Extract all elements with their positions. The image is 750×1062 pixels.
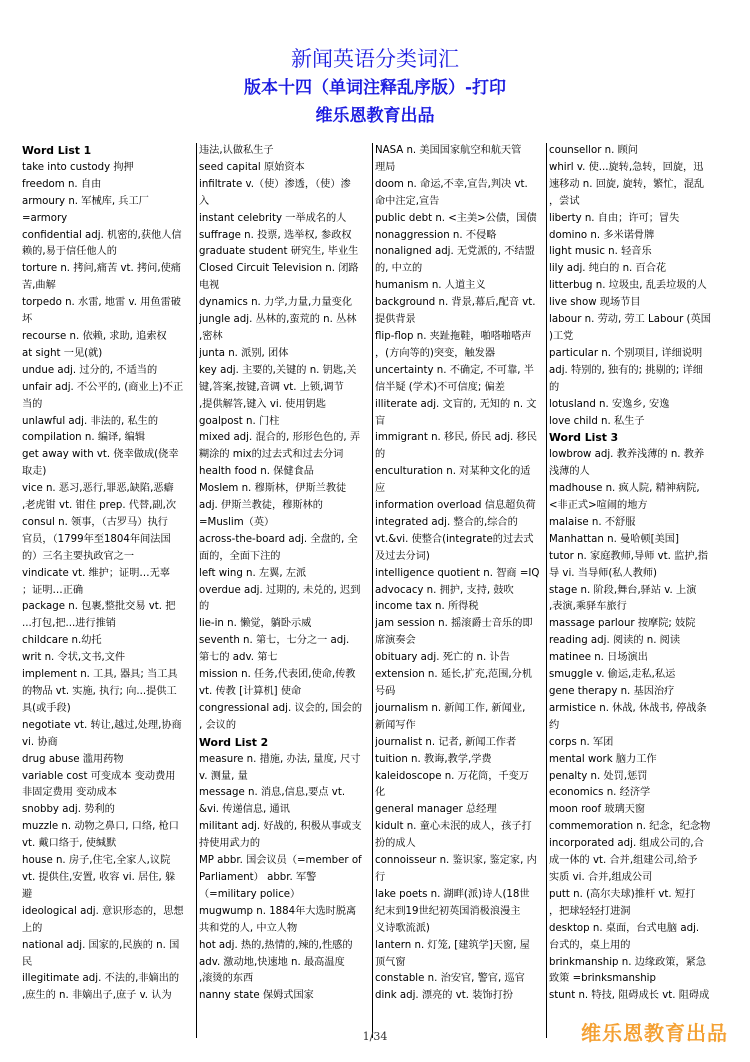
vocab-line: 化	[375, 787, 386, 799]
vocab-line: ，尝试	[549, 195, 580, 207]
vocab-line: graduate student 研究生, 毕业生	[199, 246, 359, 258]
vocab-line: 避	[22, 888, 33, 900]
vocab-line: adj. 伊斯兰教徒，穆斯林的	[199, 500, 323, 512]
vocab-line: kidult n. 童心未泯的成人，孩子打	[375, 821, 532, 833]
vocab-line: ，把球轻轻打进洞	[549, 905, 631, 917]
vocab-line: 共和党的人, 中立人物	[199, 922, 298, 934]
vocab-line: 信半疑 (学术)不可信度; 偏差	[375, 381, 505, 393]
vocab-line: adj. 特别的, 独有的; 挑剔的; 详细	[549, 364, 703, 376]
vocab-line: lotusland n. 安逸乡, 安逸	[549, 398, 670, 410]
vocab-line: 的）三名主要执政官之一	[22, 550, 135, 562]
vocab-line: flip-flop n. 夹趾拖鞋，啪嗒啪嗒声	[375, 330, 532, 342]
vocab-line: )工党	[549, 330, 574, 342]
vocab-line: incorporated adj. 组成公司的,合	[549, 838, 704, 850]
vocab-line: live show 现场节目	[549, 297, 641, 309]
vocab-line: 持使用武力的	[199, 838, 261, 850]
vocab-line: ,表演,乘驿车旅行	[549, 601, 627, 613]
vocab-line: suffrage n. 投票, 选举权, 参政权	[199, 229, 352, 241]
vocab-line: compilation n. 编译, 编辑	[22, 432, 146, 444]
word-list-heading: Word List 1	[22, 144, 92, 157]
vocab-line: writ n. 令状,文书,文件	[22, 652, 126, 664]
vocab-line: house n. 房子,住宅,全家人,议院	[22, 855, 171, 867]
vocab-line: =armory	[22, 212, 68, 224]
publisher-line: 维乐恩教育出品	[315, 106, 435, 126]
vocab-line: desktop n. 桌面，台式电脑 adj.	[549, 922, 700, 934]
document-subtitle: 版本十四（单词注释乱序版）-打印	[243, 78, 507, 98]
vocab-line: measure n. 措施, 办法, 量度, 尺寸	[199, 753, 361, 765]
vocab-line: drug abuse 滥用药物	[22, 753, 124, 765]
vocab-line: 致策 =brinksmanship	[549, 973, 656, 985]
vocab-line: 扮的成人	[375, 838, 416, 850]
vocab-line: Closed Circuit Television n. 闭路	[199, 263, 359, 275]
vocab-line: vt.&vi. 使整合(integrate的过去式	[375, 533, 534, 545]
document-header	[0, 44, 750, 130]
vocab-line: 苦,曲解	[22, 280, 56, 292]
vocab-line: 民	[22, 956, 33, 968]
vocab-line: ...打包,把...进行推销	[22, 618, 116, 630]
vocab-line: v. 测量, 量	[199, 770, 248, 782]
vocab-line: 具(或手段)	[22, 702, 71, 714]
vocab-line: Parliament） abbr. 军警	[199, 871, 317, 883]
vocab-line: domino n. 多米诺骨牌	[549, 229, 655, 241]
vocab-line: =Muslim（英）	[199, 516, 275, 528]
vocab-line: lie-in n. 懒觉，躺卧示威	[199, 618, 312, 630]
vocab-line: message n. 消息,信息,要点 vt.	[199, 787, 346, 799]
vocab-line: 的	[549, 381, 560, 393]
vocab-line: litterbug n. 垃圾虫, 乱丢垃圾的人	[549, 280, 707, 292]
column-divider	[546, 143, 547, 1038]
vocab-line: negotiate vt. 转让,越过,处理,协商	[22, 719, 182, 731]
vocab-line: recourse n. 依赖, 求助, 追索权	[22, 330, 167, 342]
vocab-line: goalpost n. 门柱	[199, 415, 280, 427]
vocab-line: income tax n. 所得税	[375, 601, 479, 613]
vocab-line: &vi. 传递信息, 通讯	[199, 804, 290, 816]
vocab-line: vi. 协商	[22, 736, 58, 748]
vocabulary-columns	[22, 143, 734, 1038]
vocab-line: infiltrate v.（使）渗透，（使）渗	[199, 178, 351, 190]
vocab-line: illiterate adj. 文盲的, 无知的 n. 文	[375, 398, 537, 410]
vocab-line: 约	[549, 719, 560, 731]
vocab-line: childcare n.幼托	[22, 635, 102, 647]
vocab-line: 上的	[22, 922, 43, 934]
vocab-line: background n. 背景,幕后,配音 vt.	[375, 297, 536, 309]
vocab-line: 糊涂的 mix的过去式和过去分词	[199, 449, 344, 461]
vocab-line: dynamics n. 力学,力量,力量变化	[199, 297, 353, 309]
vocab-line: Manhattan n. 曼哈顿[美国]	[549, 533, 679, 545]
vocab-line: humanism n. 人道主义	[375, 280, 486, 292]
vocab-line: muzzle n. 动物之鼻口, 口络, 枪口	[22, 821, 179, 833]
vocab-line: immigrant n. 移民, 侨民 adj. 移民	[375, 432, 537, 444]
vocab-line: 新闻写作	[375, 719, 416, 731]
vocab-line: tuition n. 教诲,教学,学费	[375, 753, 492, 765]
vocab-line: package n. 包裹,整批交易 vt. 把	[22, 601, 176, 613]
vocab-line: 官员，（1799年至1804年间法国	[22, 533, 171, 545]
vocab-line: implement n. 工具, 器具; 当工具	[22, 669, 178, 681]
vocab-line: health food n. 保健食品	[199, 466, 314, 478]
vocab-line: ，(方向等的)突变，触发器	[375, 347, 496, 359]
vocab-line: mental work 脑力工作	[549, 753, 657, 765]
vocab-line: left wing n. 左翼, 左派	[199, 567, 307, 579]
vocab-line: 电视	[199, 280, 220, 292]
vocab-line: 的, 中立的	[375, 263, 423, 275]
vocab-line: 的	[199, 601, 210, 613]
vocab-line: 当的	[22, 398, 43, 410]
vocab-line: brinkmanship n. 边缘政策，紧急	[549, 956, 707, 968]
column-divider	[372, 143, 373, 1038]
vocab-line: unfair adj. 不公平的, (商业上)不正	[22, 381, 184, 393]
vocab-line: take into custody 拘押	[22, 161, 134, 173]
vocab-line: ,庶生的 n. 非嫡出子,庶子 v. 认为	[22, 990, 172, 1002]
vocab-line: penalty n. 处罚,惩罚	[549, 770, 648, 782]
vocab-line: malaise n. 不舒服	[549, 516, 636, 528]
vocab-line: kaleidoscope n. 万花筒，千变万	[375, 770, 529, 782]
vocab-line: get away with vt. 侥幸做成(侥幸	[22, 449, 179, 461]
vocab-line: 的	[375, 449, 386, 461]
vocab-line: torture n. 拷问,痛苦 vt. 拷问,使痛	[22, 263, 181, 275]
vocab-line: light music n. 轻音乐	[549, 246, 652, 258]
vocab-line: lantern n. 灯笼, [建筑学]天窗, 屋	[375, 939, 530, 951]
vocab-line: 盲	[375, 415, 386, 427]
vocab-line: militant adj. 好战的, 积极从事或支	[199, 821, 362, 833]
vocab-line: nanny state 保姆式国家	[199, 990, 314, 1002]
vocab-line: lily adj. 纯白的 n. 百合花	[549, 263, 667, 275]
vocab-line: extension n. 延长,扩充,范围,分机	[375, 669, 533, 681]
vocab-line: 速移动 n. 回旋, 旋转，繁忙，混乱	[549, 178, 705, 190]
word-list-heading: Word List 2	[199, 735, 269, 749]
vocab-line: public debt n. <主美>公债，国债	[375, 212, 537, 224]
vocab-line: mugwump n. 1884年大选时脱离	[199, 905, 357, 917]
vocab-line: uncertainty n. 不确定, 不可靠, 半	[375, 364, 534, 376]
vocab-line: matinee n. 日场演出	[549, 652, 648, 664]
vocab-line: connoisseur n. 鉴识家, 鉴定家, 内	[375, 855, 537, 867]
vocab-line: armistice n. 休战, 休战书, 停战条	[549, 702, 707, 714]
vocab-line: 第七的 adv. 第七	[199, 652, 278, 664]
vocab-line: adv. 激动地,快速地 n. 最高温度	[199, 956, 345, 968]
vocab-line: snobby adj. 势利的	[22, 804, 115, 816]
vocab-line: 行	[375, 871, 386, 883]
vocab-line: mission n. 任务,代表团,使命,传教	[199, 669, 356, 681]
vocab-line: lowbrow adj. 教养浅薄的 n. 教养	[549, 449, 705, 461]
vocab-line: vt. 戴口络于, 使缄默	[22, 838, 117, 850]
vocab-line: undue adj. 过分的, 不适当的	[22, 364, 158, 376]
vocab-line: nonaggression n. 不侵略	[375, 229, 497, 241]
vocab-line: liberty n. 自由；许可；冒失	[549, 212, 680, 224]
vocab-line: MP abbr. 国会议员（=member of	[199, 855, 362, 867]
vocab-line: tutor n. 家庭教师,导师 vt. 监护,指	[549, 550, 708, 562]
vocab-line: 纪末到19世纪初英国消极浪漫主	[375, 905, 521, 917]
publisher-watermark: 维乐恩教育出品	[581, 1021, 728, 1045]
vocab-line: 赖的,易于信任他人的	[22, 246, 117, 258]
vocab-line: labour n. 劳动, 劳工 Labour (英国	[549, 314, 711, 326]
vocab-line: smuggle v. 偷运,走私,私运	[549, 669, 676, 681]
vocab-line: ,老虎钳 vt. 钳住 prep. 代替,副,次	[22, 500, 177, 512]
vocab-line: dink adj. 漂亮的 vt. 装饰打扮	[375, 990, 513, 1002]
column-1	[22, 143, 194, 1038]
vocab-line: consul n. 领事，（古罗马）执行	[22, 516, 168, 528]
vocab-line: 提供背景	[375, 314, 416, 326]
vocab-line: 键,答案,按键,音调 vt. 上锁,调节	[199, 381, 344, 393]
column-2	[199, 143, 370, 1038]
vocab-line: key adj. 主要的,关键的 n. 钥匙,关	[199, 364, 357, 376]
page-number: 1/34	[362, 1030, 388, 1043]
column-3	[375, 143, 543, 1038]
vocab-line: 取走)	[22, 466, 47, 478]
vocab-line: integrated adj. 整合的,综合的	[375, 516, 518, 528]
vocab-line: ,提供解答,键入 vi. 使用钥匙	[199, 398, 326, 410]
vocab-line: stage n. 阶段,舞台,驿站 v. 上演	[549, 584, 697, 596]
vocab-line: particular n. 个别项目, 详细说明	[549, 347, 703, 359]
vocab-line: seed capital 原始资本	[199, 161, 305, 173]
vocab-line: love child n. 私生子	[549, 415, 645, 427]
vocab-line: 违法,认做私生子	[199, 145, 274, 156]
vocab-line: national adj. 国家的,民族的 n. 国	[22, 939, 180, 951]
word-list-heading: Word List 3	[549, 431, 619, 445]
vocab-line: vindicate vt. 维护；证明…无辜	[22, 567, 170, 579]
vocab-line: 的物品 vt. 实施, 执行; 向...提供工	[22, 686, 177, 697]
vocab-line: lake poets n. 湖畔(派)诗人(18世	[375, 888, 530, 900]
vocab-line: nonaligned adj. 无党派的, 不结盟	[375, 246, 535, 258]
vocab-line: corps n. 军团	[549, 736, 614, 748]
vocab-line: variable cost 可变成本 变动费用	[22, 770, 176, 782]
column-divider	[196, 143, 197, 1038]
vocab-line: 导 vi. 当导师(私人教师)	[549, 567, 658, 579]
vocab-line: 顶气窗	[375, 956, 406, 968]
vocab-line: <非正式>喧闹的地方	[549, 500, 648, 512]
vocab-line: ideological adj. 意识形态的，思想	[22, 905, 184, 917]
vocab-line: hot adj. 热的,热情的,辣的,性感的	[199, 939, 353, 951]
vocab-line: 理局	[375, 161, 396, 173]
vocab-line: instant celebrity 一举成名的人	[199, 212, 347, 224]
vocab-line: 实质 vi. 合并,组成公司	[549, 871, 653, 883]
vocab-line: 面的，全面下注的	[199, 550, 281, 562]
vocab-line: ；证明…正确	[22, 584, 84, 596]
vocab-line: mixed adj. 混合的, 形形色色的, 弄	[199, 432, 361, 444]
vocab-line: counsellor n. 顾问	[549, 145, 638, 156]
vocab-line: information overload 信息超负荷	[375, 500, 536, 512]
document-title: 新闻英语分类词汇	[291, 47, 459, 71]
vocab-line: constable n. 治安官, 警官, 巡官	[375, 973, 525, 985]
vocab-line: ,滚烫的东西	[199, 973, 254, 985]
vocab-line: 及过去分词)	[375, 550, 430, 562]
vocab-line: putt n. (高尔夫球)推杆 vt. 短打	[549, 888, 696, 900]
vocab-line: journalism n. 新闻工作, 新闻业,	[375, 702, 526, 714]
vocab-line: 席演奏会	[375, 635, 416, 647]
vocab-line: journalist n. 记者, 新闻工作者	[375, 736, 517, 748]
vocab-line: gene therapy n. 基因治疗	[549, 686, 675, 697]
vocab-line: confidential adj. 机密的,获他人信	[22, 229, 182, 241]
vocab-line: 入	[199, 195, 210, 207]
column-4	[549, 143, 734, 1038]
vocab-line: at sight 一见(就)	[22, 347, 103, 359]
vocab-line: economics n. 经济学	[549, 787, 651, 799]
vocab-line: 台式的，桌上用的	[549, 939, 631, 951]
vocab-line: obituary adj. 死亡的 n. 讣告	[375, 652, 510, 664]
vocab-line: congressional adj. 议会的, 国会的	[199, 702, 363, 714]
vocab-line: Moslem n. 穆斯林，伊斯兰教徒	[199, 483, 347, 495]
vocab-line: jam session n. 摇滚爵士音乐的即	[375, 618, 533, 630]
vocab-line: overdue adj. 过期的, 未兑的, 迟到	[199, 584, 361, 596]
vocab-line: doom n. 命运,不幸,宣告,判决 vt.	[375, 178, 528, 190]
vocab-line: 命中注定,宣告	[375, 195, 440, 207]
vocab-line: 浅薄的人	[549, 466, 590, 478]
vocab-line: , 会议的	[199, 719, 237, 731]
vocab-line: intelligence quotient n. 智商 =IQ	[375, 567, 540, 579]
vocab-line: enculturation n. 对某种文化的适	[375, 466, 531, 478]
vocab-line: stunt n. 特技, 阻碍成长 vt. 阻碍成	[549, 990, 710, 1002]
vocab-line: massage parlour 按摩院; 妓院	[549, 618, 696, 630]
vocab-line: NASA n. 美国国家航空和航天管	[375, 145, 522, 156]
vocab-line: seventh n. 第七，七分之一 adj.	[199, 635, 350, 647]
vocab-line: advocacy n. 拥护, 支持, 鼓吹	[375, 584, 514, 596]
vocab-line: vt. 提供住,安置, 收容 vi. 居住, 躲	[22, 871, 176, 883]
vocab-line: moon roof 玻璃天窗	[549, 804, 646, 816]
vocab-line: general manager 总经理	[375, 804, 497, 816]
vocab-line: ,密林	[199, 330, 223, 342]
vocab-line: （=military police）	[199, 888, 301, 900]
vocab-line: vt. 传教 [计算机] 使命	[199, 686, 302, 697]
vocab-line: torpedo n. 水雷, 地雷 v. 用鱼雷破	[22, 297, 181, 309]
vocab-line: 坏	[22, 314, 33, 326]
vocab-line: vice n. 恶习,恶行,罪恶,缺陷,恶癖	[22, 483, 174, 495]
vocab-line: armoury n. 军械库, 兵工厂	[22, 195, 149, 207]
vocab-line: 应	[375, 483, 386, 495]
vocab-line: 义诗歌流派)	[375, 922, 430, 934]
vocab-line: freedom n. 自由	[22, 178, 102, 190]
vocab-line: 非固定费用 变动成本	[22, 787, 117, 799]
vocab-line: 号码	[375, 686, 396, 697]
vocab-line: junta n. 派别, 团体	[199, 347, 289, 359]
vocab-line: unlawful adj. 非法的, 私生的	[22, 415, 159, 427]
vocab-line: jungle adj. 丛林的,蛮荒的 n. 丛林	[199, 314, 357, 326]
vocab-line: 成一体的 vt. 合并,组建公司,给予	[549, 855, 698, 867]
vocab-line: whirl v. 使...旋转,急转，回旋，迅	[549, 161, 704, 173]
vocab-line: commemoration n. 纪念，纪念物	[549, 821, 711, 833]
vocab-line: madhouse n. 疯人院, 精神病院,	[549, 483, 700, 495]
vocab-line: reading adj. 阅读的 n. 阅读	[549, 635, 681, 647]
vocab-line: across-the-board adj. 全盘的, 全	[199, 533, 358, 545]
vocab-line: illegitimate adj. 不法的,非嫡出的	[22, 973, 180, 985]
